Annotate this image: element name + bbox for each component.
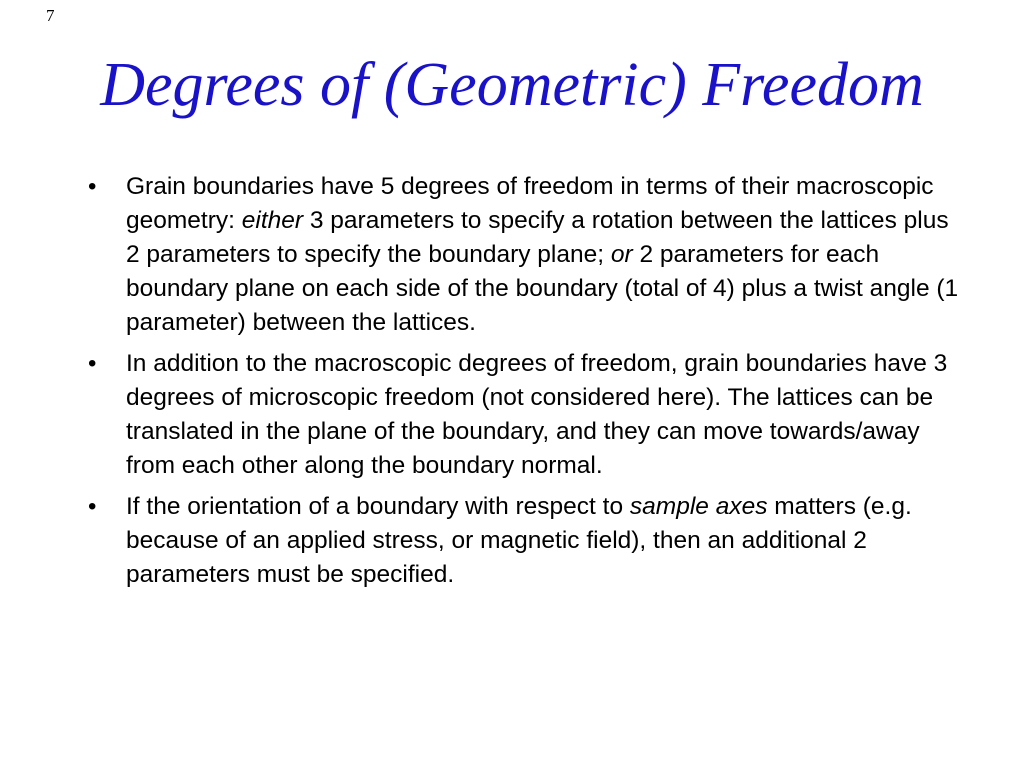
bullet-icon: • bbox=[88, 173, 97, 200]
bullet-item bbox=[86, 490, 966, 592]
emphasis-text: or bbox=[610, 241, 633, 268]
bullet-text-segment: 3 parameters to specify a rotation between the lattices plus 2 parameters to specify the boundary plane; bbox=[126, 207, 949, 268]
bullet-item bbox=[86, 347, 966, 483]
slide-number: 7 bbox=[46, 6, 55, 25]
bullet-text-segment: If the orientation of a boundary with respect to bbox=[126, 493, 630, 520]
bullet-text-segment: Grain boundaries have 5 degrees of freedom in terms of their macroscopic geometry: bbox=[126, 173, 934, 234]
bullet-icon: • bbox=[88, 350, 97, 377]
bullet-text-segment: 2 parameters for each boundary plane on each side of the boundary (total of 4) plus a twist angle (1 parameter) between the lattices. bbox=[126, 241, 959, 336]
bullet-list bbox=[86, 170, 966, 599]
bullet-item bbox=[86, 170, 966, 340]
bullet-text-segment: matters (e.g. because of an applied stress, or magnetic field), then an additional 2 parameters must be specified. bbox=[126, 493, 912, 588]
emphasis-text: either bbox=[241, 207, 304, 234]
bullet-text-segment: In addition to the macroscopic degrees of freedom, grain boundaries have 3 degrees of microscopic freedom (not considered here). The lattices can be translated in the plane of the boundary, and they can move towards/away from each other along the boundary normal. bbox=[126, 350, 948, 479]
bullet-icon: • bbox=[88, 493, 97, 520]
emphasis-text: sample axes bbox=[629, 493, 768, 520]
slide-title: Degrees of (Geometric) Freedom bbox=[100, 51, 924, 119]
